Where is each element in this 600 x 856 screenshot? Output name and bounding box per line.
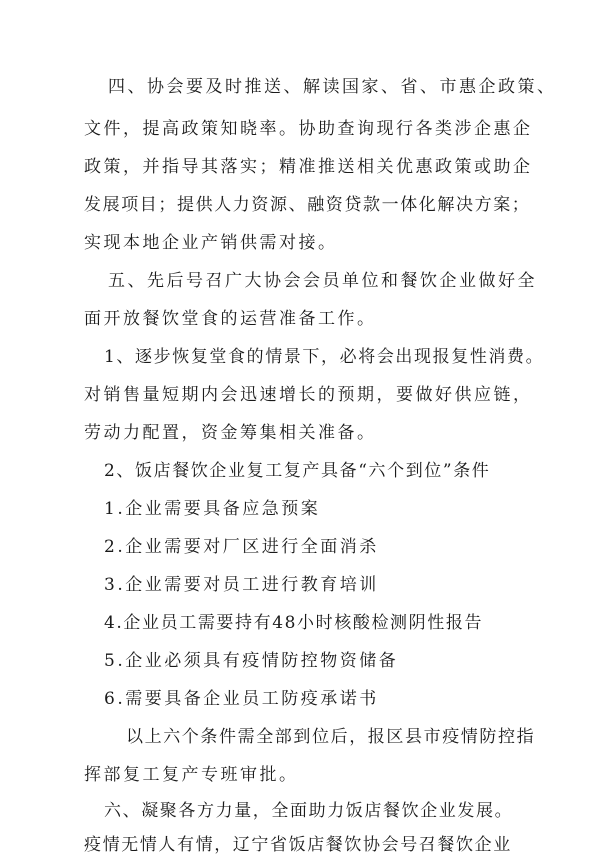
text-line: 六、凝聚各方力量，全面助力饭店餐饮企业发展。 xyxy=(104,801,514,821)
text-line: 五、先后号召广大协会会员单位和餐饮企业做好全 xyxy=(108,271,537,291)
list-item: 5.企业必须具有疫情防控物资储备 xyxy=(104,651,399,671)
text-line: 对销售量短期内会迅速增长的预期，要做好供应链， xyxy=(84,385,533,405)
text-line: 疫情无情人有情，辽宁省饭店餐饮协会号召餐饮企业 xyxy=(84,835,512,855)
text-line: 面开放餐饮堂食的运营准备工作。 xyxy=(84,309,377,329)
text-line: 2、饭店餐饮企业复工复产具备“六个到位”条件 xyxy=(104,461,491,481)
list-item: 6.需要具备企业员工防疫承诺书 xyxy=(104,689,379,709)
text-line: 文件，提高政策知晓率。协助查询现行各类涉企惠企 xyxy=(84,119,533,139)
list-item: 2.企业需要对厂区进行全面消杀 xyxy=(104,537,379,557)
text-line: 四、协会要及时推送、解读国家、省、市惠企政策、 xyxy=(108,77,557,97)
list-item: 1.企业需要具备应急预案 xyxy=(104,499,321,519)
text-line: 实现本地企业产销供需对接。 xyxy=(84,233,338,253)
text-line: 政策，并指导其落实；精准推送相关优惠政策或助企 xyxy=(84,157,533,177)
text-line: 发展项目；提供人力资源、融资贷款一体化解决方案； xyxy=(84,195,531,215)
text-line: 挥部复工复产专班审批。 xyxy=(84,765,299,785)
text-line: 劳动力配置，资金筹集相关准备。 xyxy=(84,423,377,443)
list-item: 4.企业员工需要持有48小时核酸检测阴性报告 xyxy=(104,613,484,633)
text-line: 1、逐步恢复堂食的情景下，必将会出现报复性消费。 xyxy=(104,347,545,367)
list-item: 3.企业需要对员工进行教育培训 xyxy=(104,575,379,595)
text-line: 以上六个条件需全部到位后，报区县市疫情防控指 xyxy=(126,727,536,747)
